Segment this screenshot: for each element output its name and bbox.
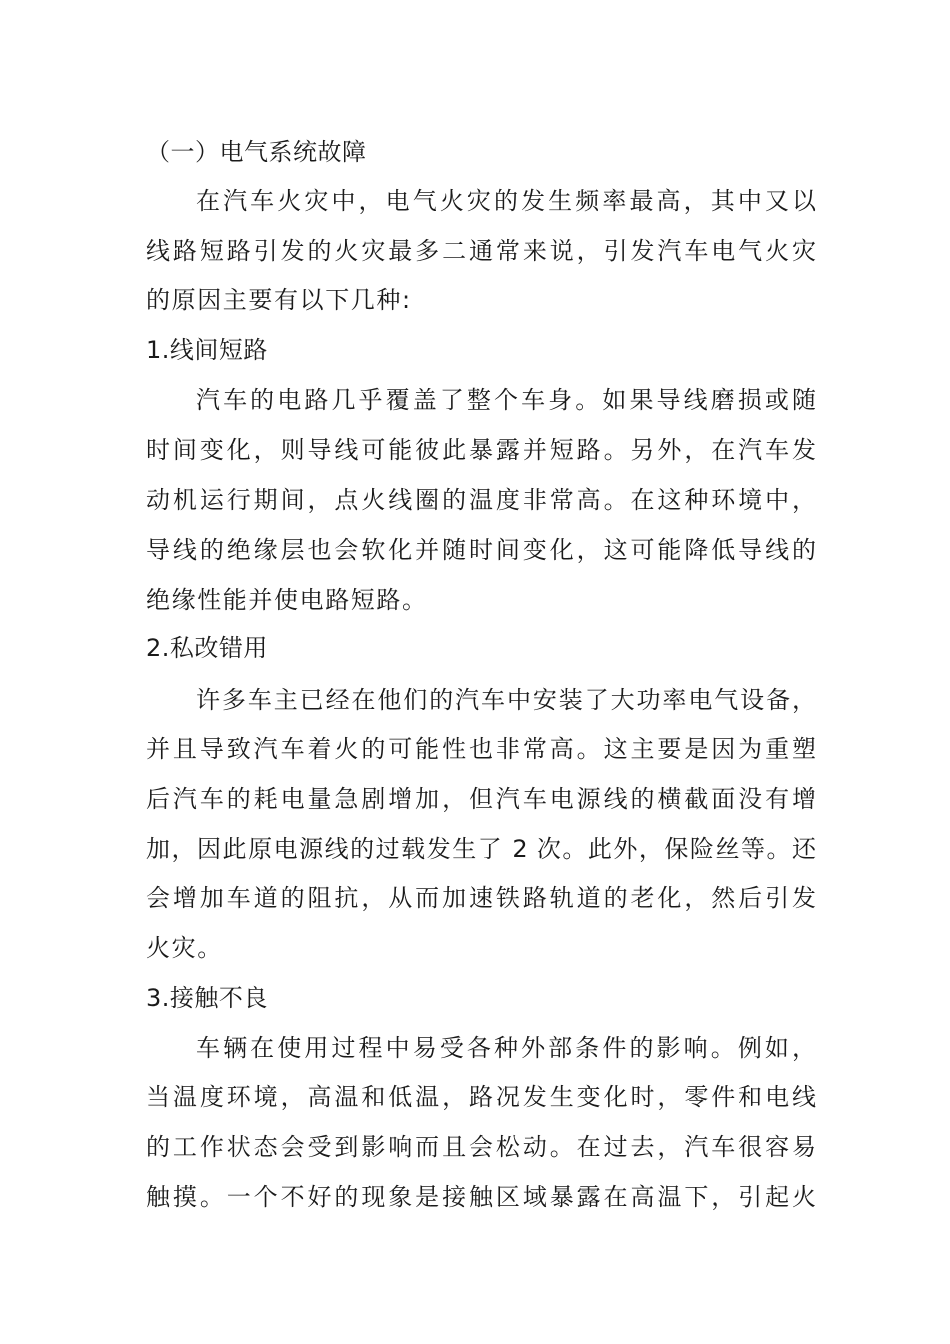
item-heading-3: 3.接触不良 (146, 984, 268, 1012)
paragraph-line: 时间变化，则导线可能彼此暴露并短路。另外，在汽车发 (146, 436, 816, 464)
paragraph-line: 加，因此原电源线的过载发生了 2 次。此外，保险丝等。还 (146, 835, 816, 863)
paragraph-line: 当温度环境，高温和低温，路况发生变化时，零件和电线 (146, 1083, 816, 1111)
paragraph-line: 的原因主要有以下几种: (146, 286, 412, 314)
paragraph-line: 许多车主已经在他们的汽车中安装了大功率电气设备， (196, 686, 816, 714)
paragraph-line: 动机运行期间，点火线圈的温度非常高。在这种环境中， (146, 486, 816, 514)
paragraph-line: 并且导致汽车着火的可能性也非常高。这主要是因为重塑 (146, 735, 816, 763)
paragraph-line: 车辆在使用过程中易受各种外部条件的影响。例如， (196, 1034, 816, 1062)
paragraph-line: 火灾。 (146, 934, 223, 962)
item-heading-1: 1.线间短路 (146, 336, 268, 364)
section-title: （一）电气系统故障 (146, 138, 367, 166)
item-heading-2: 2.私改错用 (146, 634, 268, 662)
paragraph-line: 线路短路引发的火灾最多二通常来说，引发汽车电气火灾 (146, 237, 816, 265)
paragraph-line: 导线的绝缘层也会软化并随时间变化，这可能降低导线的 (146, 536, 816, 564)
paragraph-line: 触摸。一个不好的现象是接触区域暴露在高温下，引起火 (146, 1183, 816, 1211)
paragraph-line: 在汽车火灾中，电气火灾的发生频率最高，其中又以 (196, 187, 816, 215)
paragraph-line: 的工作状态会受到影响而且会松动。在过去，汽车很容易 (146, 1133, 816, 1161)
paragraph-line: 会增加车道的阻抗，从而加速铁路轨道的老化，然后引发 (146, 884, 816, 912)
paragraph-line: 后汽车的耗电量急剧增加，但汽车电源线的横截面没有增 (146, 785, 816, 813)
paragraph-line: 绝缘性能并使电路短路。 (146, 586, 428, 614)
paragraph-line: 汽车的电路几乎覆盖了整个车身。如果导线磨损或随 (196, 386, 816, 414)
